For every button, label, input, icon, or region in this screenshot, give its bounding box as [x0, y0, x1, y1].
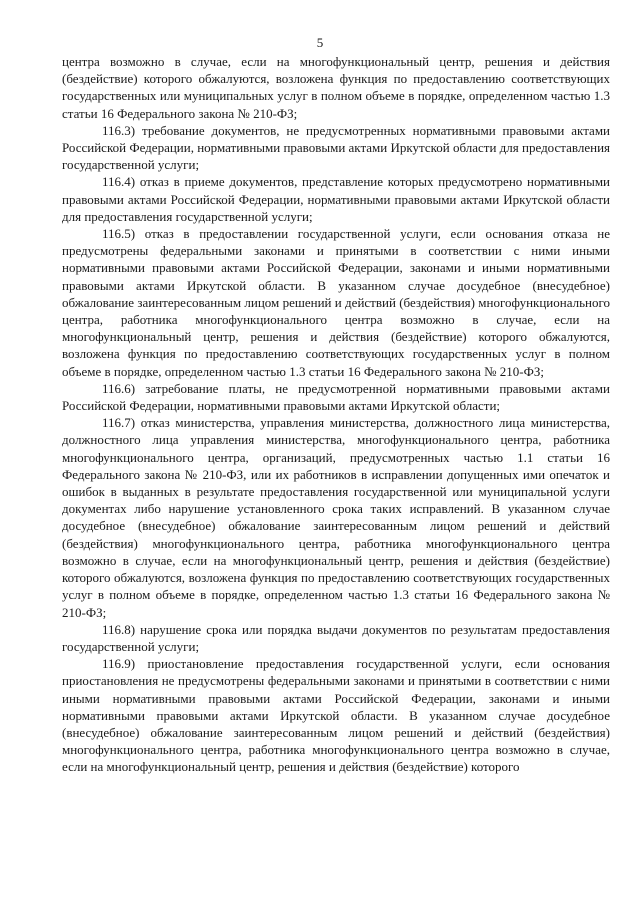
paragraph-116-6: 116.6) затребование платы, не предусмотренной нормативными правовыми актами Российской Федерации, нормативными правовыми актами Иркутской области; — [62, 380, 610, 414]
paragraph-116-5: 116.5) отказ в предоставлении государственной услуги, если основания отказа не предусмотрены федеральными законами и принятыми в соответствии с ними иными нормативными правовыми актами Российской Федерации, законами и иными нормативными правовыми актами Иркутской области. В указанном случае досудебное (внесудебное) обжалование заинтересованным лицом решений и действий (бездействия) многофункционального центра, работника многофункционального центра возможно в случае, если на многофункциональный центр, решения и действия (бездействие) которого обжалуются, возложена функция по предоставлению соответствующих государственных услуг в полном объеме в порядке, определенном частью 1.3 статьи 16 Федерального закона № 210-ФЗ; — [62, 226, 610, 379]
page-number: 5 — [316, 35, 324, 50]
paragraph-116-3: 116.3) требование документов, не предусмотренных нормативными правовыми актами Российской Федерации, нормативными правовыми актами Иркутской области для предоставления государственной услуги; — [62, 122, 611, 173]
paragraph-116-7: 116.7) отказ министерства, управления министерства, должностного лица министерства, должностного лица управления министерства, многофункционального центра, работника многофункционального центра, организаций, предусмотренных частью 1.1 статьи 16 Федерального закона № 210-ФЗ, или их работников в исправлении допущенных ими опечаток и ошибок в выданных в результате предоставления государственной или муниципальной услуги документах либо нарушение установленного срока таких исправлений. В указанном случае досудебное (внесудебное) обжалование заинтересованным лицом решений и действий (бездействия) многофункционального центра, работника многофункционального центра возможно в случае, если на многофункциональный центр, решения и действия (бездействие) которого обжалуются, возложена функция по предоставлению соответствующих государственных услуг в полном объеме в порядке, определенном частью 1.3 статьи 16 Федерального закона № 210-ФЗ; — [62, 415, 610, 620]
paragraph-continuation: центра возможно в случае, если на многофункциональный центр, решения и действия (бездействие) которого обжалуются, возложена функция по предоставлению соответствующих государственных или муниципальных услуг в полном объеме в порядке, определенном частью 1.3 статьи 16 Федерального закона № 210-ФЗ; — [62, 54, 610, 121]
document-body — [62, 53, 610, 776]
paragraph-116-9: 116.9) приостановление предоставления государственной услуги, если основания приостановления не предусмотрены федеральными законами и принятыми в соответствии с ними иными нормативными правовыми актами Российской Федерации, законами и иными нормативными правовыми актами Иркутской области. В указанном случае досудебное (внесудебное) обжалование заинтересованным лицом решений и действий (бездействия) многофункционального центра, работника многофункционального центра возможно в случае, если на многофункциональный центр, решения и действия (бездействие) которого — [62, 656, 610, 775]
paragraph-116-4: 116.4) отказ в приеме документов, представление которых предусмотрено нормативными правовыми актами Российской Федерации, нормативными правовыми актами Иркутской области для предоставления государственной услуги; — [62, 174, 610, 224]
paragraph-116-8: 116.8) нарушение срока или порядка выдачи документов по результатам предоставления государственной услуги; — [62, 621, 610, 654]
